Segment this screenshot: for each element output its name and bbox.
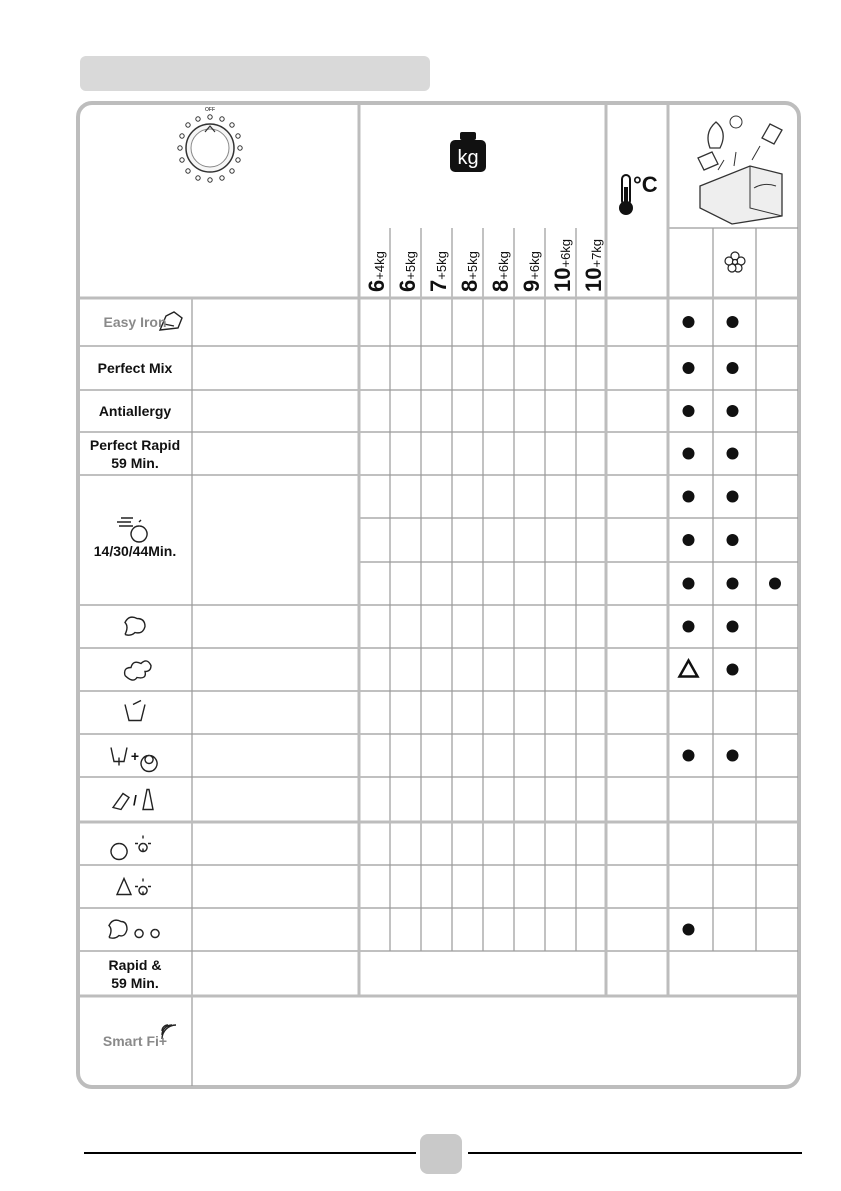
capacity-label bbox=[364, 251, 390, 292]
capacity-main-value: 10 bbox=[581, 267, 606, 292]
mixed-dry-icon bbox=[117, 879, 151, 895]
detergent-dot bbox=[727, 750, 739, 762]
temperature-unit: °C bbox=[633, 172, 658, 197]
capacity-extra-value: +5kg bbox=[434, 251, 449, 280]
wool-dry-icon-shape bbox=[111, 836, 151, 860]
rapid-timer-icon bbox=[117, 518, 147, 542]
detergent-dot bbox=[727, 578, 739, 590]
capacity-label bbox=[550, 239, 576, 292]
detergent-dot bbox=[683, 491, 695, 503]
program-label: Easy Iron bbox=[103, 314, 167, 330]
program-label: Perfect Mix bbox=[97, 360, 173, 376]
detergent-dot bbox=[727, 664, 739, 676]
detergent-dot bbox=[683, 362, 695, 374]
capacity-main-value: 6 bbox=[395, 279, 420, 292]
capacity-label bbox=[581, 239, 607, 292]
capacity-main-value: 6 bbox=[364, 279, 389, 292]
capacity-main-value: 8 bbox=[457, 279, 482, 292]
detergent-dot bbox=[683, 750, 695, 762]
capacity-main-value: 8 bbox=[488, 279, 513, 292]
detergent-dot bbox=[683, 534, 695, 546]
page-number-badge bbox=[420, 1134, 462, 1174]
mixed-dry-icon-shape bbox=[117, 879, 151, 895]
synthetics-icon bbox=[125, 661, 151, 680]
detergent-dot bbox=[727, 534, 739, 546]
detergent-dot bbox=[683, 316, 695, 328]
cotton-icon-shape bbox=[125, 617, 145, 635]
capacity-extra-value: +6kg bbox=[496, 251, 511, 280]
softener-flower-icon bbox=[723, 250, 747, 274]
hand-wash-icon-shape bbox=[125, 701, 145, 721]
cotton-icon bbox=[125, 617, 145, 635]
program-dial-illustration bbox=[175, 104, 245, 186]
capacity-label bbox=[426, 251, 452, 292]
detergent-dot bbox=[727, 316, 739, 328]
program-label: Antiallergy bbox=[98, 403, 172, 419]
detergent-dot bbox=[683, 621, 695, 633]
capacity-extra-value: +5kg bbox=[465, 251, 480, 280]
capacity-main-value: 10 bbox=[550, 267, 575, 292]
capacity-main-value: 9 bbox=[519, 279, 544, 292]
svg-text:OFF: OFF bbox=[205, 107, 215, 113]
footer-rule-left bbox=[84, 1152, 416, 1154]
detergent-dot bbox=[727, 362, 739, 374]
detergent-dot bbox=[727, 405, 739, 417]
capacity-label bbox=[395, 251, 421, 292]
detergent-dot bbox=[769, 578, 781, 590]
program-label: 14/30/44Min. bbox=[93, 543, 177, 559]
cotton-dry-icon-shape bbox=[109, 920, 159, 938]
program-label: Perfect Rapid 59 Min. bbox=[89, 436, 181, 471]
capacity-extra-value: +5kg bbox=[403, 251, 418, 280]
weight-icon bbox=[448, 130, 488, 174]
program-label: Rapid & 59 Min. bbox=[108, 956, 162, 991]
program-label: / bbox=[133, 791, 137, 808]
capacity-label bbox=[488, 251, 514, 292]
capacity-main-value: 7 bbox=[426, 279, 451, 292]
capacity-extra-value: +4kg bbox=[372, 251, 387, 280]
cotton-dry-icon bbox=[109, 920, 159, 938]
detergent-dot bbox=[683, 924, 695, 936]
detergent-dot bbox=[727, 621, 739, 633]
detergent-dot bbox=[727, 491, 739, 503]
capacity-extra-value: +6kg bbox=[527, 251, 542, 280]
svg-text:kg: kg bbox=[457, 147, 479, 169]
program-label: Smart Fi+ bbox=[102, 1033, 168, 1049]
detergent-dot bbox=[727, 448, 739, 460]
capacity-extra-value: +7kg bbox=[589, 238, 604, 268]
detergent-triangle bbox=[680, 661, 698, 677]
rapid-timer-icon-shape bbox=[117, 518, 147, 542]
capacity-extra-value: +6kg bbox=[558, 238, 573, 268]
capacity-label bbox=[457, 251, 483, 292]
detergent-drawer-illustration bbox=[690, 108, 790, 226]
capacity-label bbox=[519, 251, 545, 292]
detergent-dot bbox=[683, 578, 695, 590]
footer-rule-right bbox=[468, 1152, 802, 1154]
hand-wash-icon bbox=[125, 701, 145, 721]
wool-dry-icon bbox=[111, 836, 151, 860]
detergent-dot bbox=[683, 448, 695, 460]
program-label: + bbox=[130, 747, 140, 764]
synthetics-icon-shape bbox=[125, 661, 151, 680]
detergent-dot bbox=[683, 405, 695, 417]
